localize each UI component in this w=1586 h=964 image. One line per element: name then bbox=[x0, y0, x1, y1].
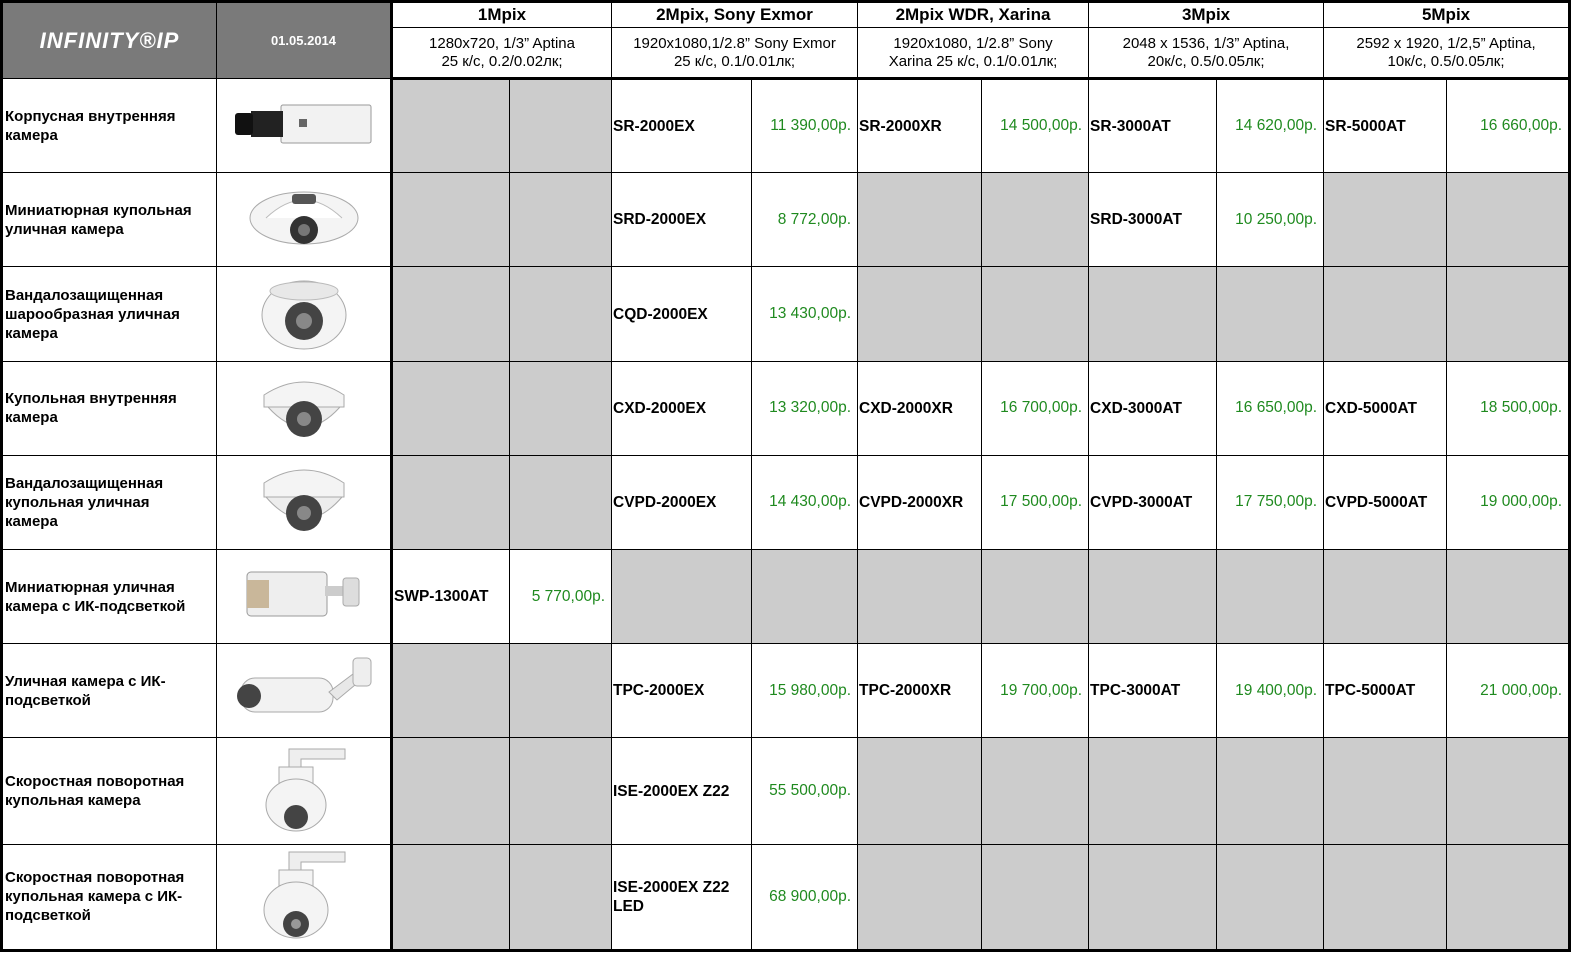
model-cell-2mpix-xarina: CXD-2000XR bbox=[858, 361, 982, 455]
camera-description bbox=[2, 644, 217, 738]
group-spec-2mpix-xarina bbox=[858, 28, 1089, 79]
mini-dome-camera-icon bbox=[244, 180, 364, 259]
ptz-camera-icon bbox=[249, 743, 359, 840]
spec-line: 2048 x 1536, 1/3” Aptina, bbox=[1122, 34, 1290, 52]
group-title-1mpix: 1Mpix bbox=[392, 2, 612, 28]
empty-cell bbox=[510, 644, 612, 738]
empty-cell bbox=[858, 550, 982, 644]
box-camera-icon bbox=[229, 93, 379, 158]
empty-cell bbox=[1089, 550, 1217, 644]
camera-description bbox=[2, 844, 217, 950]
group-title-5mpix: 5Mpix bbox=[1324, 2, 1570, 28]
camera-image bbox=[217, 550, 392, 644]
price-cell-2mpix-xarina: 19 700,00р. bbox=[982, 644, 1089, 738]
model-cell-2mpix-exmor: ISE-2000EX Z22 LED bbox=[612, 844, 752, 950]
empty-cell bbox=[1324, 738, 1447, 844]
empty-cell bbox=[1089, 738, 1217, 844]
empty-cell bbox=[510, 455, 612, 549]
dome-camera-icon bbox=[254, 365, 354, 452]
table-row bbox=[2, 550, 1570, 644]
description-line: Уличная камера с ИК- bbox=[5, 672, 166, 690]
empty-cell bbox=[982, 173, 1089, 267]
bullet-camera-icon bbox=[229, 652, 379, 729]
empty-cell bbox=[982, 738, 1089, 844]
table-body bbox=[2, 79, 1570, 951]
ptz-ir-camera-icon bbox=[249, 846, 359, 947]
model-cell-1mpix: SWP-1300AT bbox=[392, 550, 510, 644]
empty-cell bbox=[1324, 267, 1447, 361]
group-spec-2mpix-exmor bbox=[612, 28, 858, 79]
empty-cell bbox=[392, 644, 510, 738]
price-cell-2mpix-xarina: 17 500,00р. bbox=[982, 455, 1089, 549]
empty-cell bbox=[858, 844, 982, 950]
table-row bbox=[2, 644, 1570, 738]
empty-cell bbox=[510, 738, 612, 844]
camera-image bbox=[217, 644, 392, 738]
description-line: купольная камера bbox=[5, 792, 141, 810]
camera-image bbox=[217, 79, 392, 173]
empty-cell bbox=[392, 361, 510, 455]
model-cell-5mpix: CXD-5000AT bbox=[1324, 361, 1447, 455]
empty-cell bbox=[858, 173, 982, 267]
empty-cell bbox=[982, 844, 1089, 950]
table-row bbox=[2, 455, 1570, 549]
price-cell-2mpix-exmor: 13 320,00р. bbox=[752, 361, 858, 455]
empty-cell bbox=[510, 361, 612, 455]
group-spec-5mpix bbox=[1324, 28, 1570, 79]
price-cell-3mpix: 19 400,00р. bbox=[1217, 644, 1324, 738]
empty-cell bbox=[392, 267, 510, 361]
price-cell-2mpix-exmor: 15 980,00р. bbox=[752, 644, 858, 738]
empty-cell bbox=[1217, 738, 1324, 844]
empty-cell bbox=[1217, 267, 1324, 361]
price-cell-3mpix: 16 650,00р. bbox=[1217, 361, 1324, 455]
model-cell-3mpix: SR-3000AT bbox=[1089, 79, 1217, 173]
description-line: шарообразная уличная bbox=[5, 305, 180, 323]
description-line: Скоростная поворотная bbox=[5, 773, 185, 791]
description-line: Вандалозащищенная bbox=[5, 286, 164, 304]
brand-logo: INFINITY®IP bbox=[2, 2, 217, 79]
model-cell-5mpix: SR-5000AT bbox=[1324, 79, 1447, 173]
empty-cell bbox=[1089, 267, 1217, 361]
model-cell-3mpix: TPC-3000AT bbox=[1089, 644, 1217, 738]
empty-cell bbox=[752, 550, 858, 644]
spec-line: 25 к/с, 0.1/0.01лк; bbox=[673, 52, 796, 70]
empty-cell bbox=[392, 173, 510, 267]
model-cell-2mpix-exmor: SRD-2000EX bbox=[612, 173, 752, 267]
spec-line: 1920x1080, 1/2.8” Sony bbox=[893, 34, 1053, 52]
mini-bullet-camera-icon bbox=[239, 564, 369, 629]
price-cell-2mpix-exmor: 11 390,00р. bbox=[752, 79, 858, 173]
description-line: Корпусная внутренняя bbox=[5, 107, 176, 125]
description-line: камера bbox=[5, 409, 58, 427]
empty-cell bbox=[1447, 738, 1570, 844]
table-row bbox=[2, 267, 1570, 361]
empty-cell bbox=[1324, 173, 1447, 267]
empty-cell bbox=[982, 550, 1089, 644]
description-line: Миниатюрная уличная bbox=[5, 578, 175, 596]
description-line: камера bbox=[5, 324, 58, 342]
price-cell-2mpix-exmor: 8 772,00р. bbox=[752, 173, 858, 267]
model-cell-3mpix: CVPD-3000AT bbox=[1089, 455, 1217, 549]
group-title-2mpix-xarina: 2Mpix WDR, Xarina bbox=[858, 2, 1089, 28]
empty-cell bbox=[1447, 844, 1570, 950]
empty-cell bbox=[510, 79, 612, 173]
empty-cell bbox=[1447, 267, 1570, 361]
model-cell-2mpix-xarina: CVPD-2000XR bbox=[858, 455, 982, 549]
empty-cell bbox=[510, 173, 612, 267]
group-spec-1mpix bbox=[392, 28, 612, 79]
camera-description bbox=[2, 173, 217, 267]
camera-image bbox=[217, 267, 392, 361]
model-cell-2mpix-xarina: TPC-2000XR bbox=[858, 644, 982, 738]
price-cell-2mpix-xarina: 14 500,00р. bbox=[982, 79, 1089, 173]
table-row bbox=[2, 844, 1570, 950]
empty-cell bbox=[1217, 844, 1324, 950]
empty-cell bbox=[392, 455, 510, 549]
camera-description bbox=[2, 550, 217, 644]
camera-description bbox=[2, 79, 217, 173]
group-title-2mpix-exmor: 2Mpix, Sony Exmor bbox=[612, 2, 858, 28]
empty-cell bbox=[392, 79, 510, 173]
table-row bbox=[2, 361, 1570, 455]
empty-cell bbox=[1324, 844, 1447, 950]
description-line: камера bbox=[5, 126, 58, 144]
empty-cell bbox=[392, 844, 510, 950]
table-row bbox=[2, 738, 1570, 844]
model-cell-3mpix: SRD-3000AT bbox=[1089, 173, 1217, 267]
model-cell-2mpix-xarina: SR-2000XR bbox=[858, 79, 982, 173]
price-cell-2mpix-xarina: 16 700,00р. bbox=[982, 361, 1089, 455]
model-cell-3mpix: CXD-3000AT bbox=[1089, 361, 1217, 455]
spec-line: 2592 x 1920, 1/2,5” Aptina, bbox=[1356, 34, 1536, 52]
empty-cell bbox=[612, 550, 752, 644]
empty-cell bbox=[510, 844, 612, 950]
description-line: купольная уличная bbox=[5, 493, 150, 511]
camera-image bbox=[217, 361, 392, 455]
price-cell-5mpix: 16 660,00р. bbox=[1447, 79, 1570, 173]
model-cell-2mpix-exmor: CVPD-2000EX bbox=[612, 455, 752, 549]
model-cell-5mpix: TPC-5000AT bbox=[1324, 644, 1447, 738]
price-cell-3mpix: 14 620,00р. bbox=[1217, 79, 1324, 173]
spec-line: Xarina 25 к/с, 0.1/0.01лк; bbox=[888, 52, 1058, 70]
camera-image bbox=[217, 173, 392, 267]
table-header bbox=[2, 2, 1570, 79]
empty-cell bbox=[510, 267, 612, 361]
camera-image bbox=[217, 738, 392, 844]
price-cell-5mpix: 18 500,00р. bbox=[1447, 361, 1570, 455]
empty-cell bbox=[1447, 550, 1570, 644]
empty-cell bbox=[858, 267, 982, 361]
camera-image bbox=[217, 844, 392, 950]
spec-line: 25 к/с, 0.2/0.02лк; bbox=[441, 52, 563, 70]
camera-description bbox=[2, 361, 217, 455]
group-spec-3mpix bbox=[1089, 28, 1324, 79]
price-cell-2mpix-exmor: 55 500,00р. bbox=[752, 738, 858, 844]
description-line: подсветкой bbox=[5, 907, 91, 925]
empty-cell bbox=[982, 267, 1089, 361]
description-line: камера с ИК-подсветкой bbox=[5, 597, 186, 615]
camera-description bbox=[2, 455, 217, 549]
spec-line: 20к/с, 0.5/0.05лк; bbox=[1147, 52, 1265, 70]
price-cell-3mpix: 17 750,00р. bbox=[1217, 455, 1324, 549]
model-cell-5mpix: CVPD-5000AT bbox=[1324, 455, 1447, 549]
empty-cell bbox=[1217, 550, 1324, 644]
camera-description bbox=[2, 267, 217, 361]
spec-line: 1280x720, 1/3” Aptina bbox=[429, 34, 575, 52]
description-line: Вандалозащищенная bbox=[5, 474, 164, 492]
empty-cell bbox=[392, 738, 510, 844]
empty-cell bbox=[1324, 550, 1447, 644]
group-title-3mpix: 3Mpix bbox=[1089, 2, 1324, 28]
table-row bbox=[2, 79, 1570, 173]
description-line: купольная камера с ИК- bbox=[5, 888, 183, 906]
model-cell-2mpix-exmor: SR-2000EX bbox=[612, 79, 752, 173]
empty-cell bbox=[1089, 844, 1217, 950]
description-line: уличная камера bbox=[5, 220, 124, 238]
description-line: подсветкой bbox=[5, 691, 91, 709]
description-line: Скоростная поворотная bbox=[5, 869, 185, 887]
price-date: 01.05.2014 bbox=[217, 2, 392, 79]
empty-cell bbox=[858, 738, 982, 844]
price-cell-5mpix: 19 000,00р. bbox=[1447, 455, 1570, 549]
camera-description bbox=[2, 738, 217, 844]
description-line: камера bbox=[5, 512, 58, 530]
model-cell-2mpix-exmor: CXD-2000EX bbox=[612, 361, 752, 455]
spec-line: 10к/с, 0.5/0.05лк; bbox=[1387, 52, 1505, 70]
model-cell-2mpix-exmor: ISE-2000EX Z22 bbox=[612, 738, 752, 844]
price-cell-5mpix: 21 000,00р. bbox=[1447, 644, 1570, 738]
description-line: Купольная внутренняя bbox=[5, 390, 177, 408]
table-row bbox=[2, 173, 1570, 267]
price-cell-1mpix: 5 770,00р. bbox=[510, 550, 612, 644]
price-cell-2mpix-exmor: 14 430,00р. bbox=[752, 455, 858, 549]
empty-cell bbox=[1447, 173, 1570, 267]
price-cell-3mpix: 10 250,00р. bbox=[1217, 173, 1324, 267]
model-cell-2mpix-exmor: CQD-2000EX bbox=[612, 267, 752, 361]
spec-line: 1920x1080,1/2.8” Sony Exmor bbox=[633, 34, 836, 52]
ball-camera-icon bbox=[254, 271, 354, 358]
model-cell-2mpix-exmor: TPC-2000EX bbox=[612, 644, 752, 738]
description-line: Миниатюрная купольная bbox=[5, 201, 192, 219]
price-cell-2mpix-exmor: 13 430,00р. bbox=[752, 267, 858, 361]
vandal-dome-camera-icon bbox=[254, 457, 354, 548]
camera-image bbox=[217, 455, 392, 549]
price-cell-2mpix-exmor: 68 900,00р. bbox=[752, 844, 858, 950]
